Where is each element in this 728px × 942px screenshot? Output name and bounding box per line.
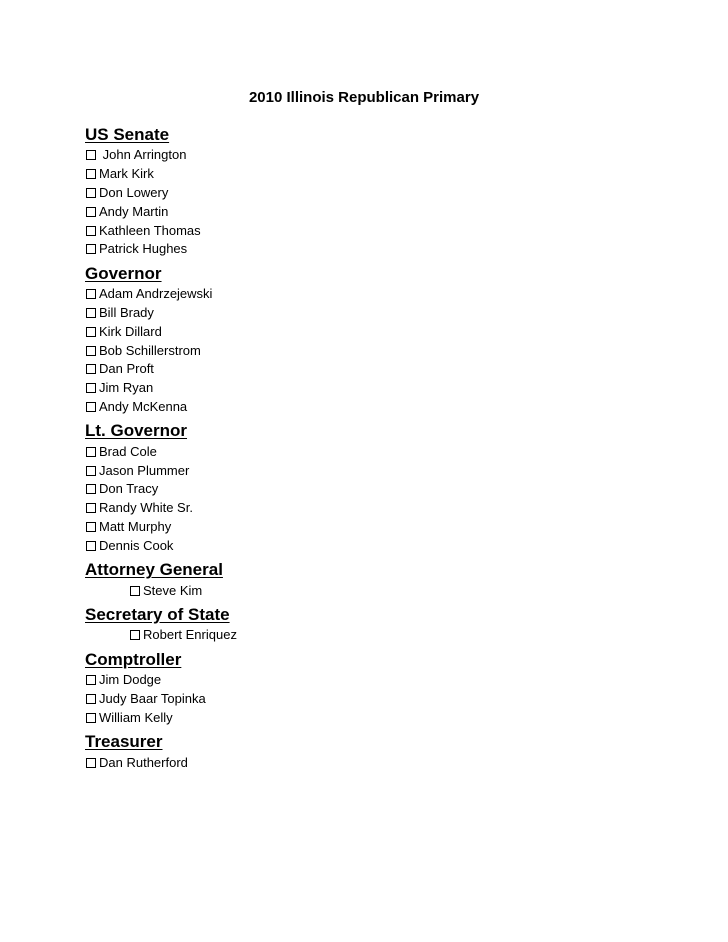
checkbox-icon[interactable]: [86, 169, 96, 179]
section-treasurer: [85, 731, 685, 772]
candidate-option[interactable]: [85, 360, 685, 379]
candidate-name: Jim Ryan: [99, 380, 154, 396]
candidate-name: John Arrington: [99, 147, 187, 163]
section-heading: Attorney General: [85, 560, 223, 580]
candidate-option[interactable]: [85, 240, 685, 259]
candidate-option[interactable]: [85, 341, 685, 360]
candidate-option[interactable]: [85, 536, 685, 555]
checkbox-icon[interactable]: [86, 327, 96, 337]
candidate-name: William Kelly: [99, 709, 173, 725]
candidate-option[interactable]: [85, 202, 685, 221]
candidate-name: Andy McKenna: [99, 398, 188, 414]
checkbox-icon[interactable]: [86, 289, 96, 299]
checkbox-icon[interactable]: [86, 364, 96, 374]
candidate-name: Dan Rutherford: [99, 754, 188, 770]
candidate-option[interactable]: [129, 581, 685, 600]
candidate-list: [85, 285, 685, 417]
candidate-name: Brad Cole: [99, 443, 157, 459]
candidate-option[interactable]: [85, 461, 685, 480]
checkbox-icon[interactable]: [86, 466, 96, 476]
candidate-name: Jason Plummer: [99, 462, 190, 478]
candidate-name: Mark Kirk: [99, 166, 154, 182]
checkbox-icon[interactable]: [86, 447, 96, 457]
checkbox-icon[interactable]: [130, 630, 140, 640]
candidate-name: Bob Schillerstrom: [99, 342, 201, 358]
candidate-option[interactable]: [85, 221, 685, 240]
candidate-name: Don Lowery: [99, 184, 169, 200]
checkbox-icon[interactable]: [86, 713, 96, 723]
candidate-option[interactable]: [85, 753, 685, 772]
candidate-name: Dan Proft: [99, 361, 154, 377]
candidate-list: [85, 146, 685, 259]
candidate-name: Don Tracy: [99, 481, 159, 497]
candidate-option[interactable]: [85, 518, 685, 537]
checkbox-icon[interactable]: [86, 308, 96, 318]
section-heading: US Senate: [85, 125, 170, 144]
candidate-name: Patrick Hughes: [99, 241, 188, 257]
section-attorney-general: [85, 559, 685, 600]
candidate-name: Andy Martin: [99, 203, 169, 219]
candidate-option[interactable]: [129, 626, 685, 645]
document-title: 2010 Illinois Republican Primary: [248, 89, 480, 106]
candidate-list: [85, 442, 685, 555]
candidate-option[interactable]: [85, 708, 685, 727]
section-heading: Governor: [85, 263, 162, 283]
checkbox-icon[interactable]: [86, 484, 96, 494]
candidate-name: Jim Dodge: [99, 672, 162, 688]
candidate-name: Bill Brady: [99, 304, 154, 320]
checkbox-icon[interactable]: [86, 402, 96, 412]
checkbox-icon[interactable]: [86, 188, 96, 198]
candidate-option[interactable]: [85, 285, 685, 304]
section-comptroller: [85, 649, 685, 727]
checkbox-icon[interactable]: [86, 150, 96, 160]
candidate-name: Randy White Sr.: [99, 500, 193, 516]
ballot-sections: [85, 124, 685, 776]
candidate-name: Adam Andrzejewski: [99, 286, 213, 302]
section-heading: Comptroller: [85, 649, 182, 669]
section-governor: [85, 263, 685, 417]
candidate-option[interactable]: [85, 379, 685, 398]
checkbox-icon[interactable]: [86, 758, 96, 768]
checkbox-icon[interactable]: [86, 207, 96, 217]
checkbox-icon[interactable]: [86, 675, 96, 685]
checkbox-icon[interactable]: [86, 346, 96, 356]
candidate-list: [85, 671, 685, 727]
candidate-option[interactable]: [85, 671, 685, 690]
candidate-option[interactable]: [85, 165, 685, 184]
candidate-name: Dennis Cook: [99, 537, 174, 553]
candidate-name: Matt Murphy: [99, 518, 172, 534]
checkbox-icon[interactable]: [130, 586, 140, 596]
candidate-name: Robert Enriquez: [143, 627, 237, 643]
checkbox-icon[interactable]: [86, 244, 96, 254]
candidate-option[interactable]: [85, 442, 685, 461]
checkbox-icon[interactable]: [86, 383, 96, 393]
candidate-name: Steve Kim: [143, 582, 203, 598]
section-lt-governor: [85, 420, 685, 555]
checkbox-icon[interactable]: [86, 541, 96, 551]
candidate-name: Judy Baar Topinka: [99, 690, 206, 706]
candidate-name: Kirk Dillard: [99, 323, 162, 339]
candidate-option[interactable]: [85, 480, 685, 499]
candidate-list: [85, 753, 685, 772]
section-us-senate: [85, 124, 685, 259]
candidate-option[interactable]: [85, 499, 685, 518]
candidate-list: [85, 626, 685, 645]
candidate-option[interactable]: [85, 398, 685, 417]
candidate-option[interactable]: [85, 146, 685, 165]
section-secretary-of-state: [85, 604, 685, 645]
candidate-name: Kathleen Thomas: [99, 222, 201, 238]
section-heading: Lt. Governor: [85, 421, 188, 441]
candidate-option[interactable]: [85, 322, 685, 341]
checkbox-icon[interactable]: [86, 503, 96, 513]
candidate-option[interactable]: [85, 690, 685, 709]
candidate-list: [85, 581, 685, 600]
candidate-option[interactable]: [85, 304, 685, 323]
candidate-option[interactable]: [85, 184, 685, 203]
section-heading: Secretary of State: [85, 604, 230, 624]
checkbox-icon[interactable]: [86, 522, 96, 532]
section-heading: Treasurer: [85, 732, 163, 752]
checkbox-icon[interactable]: [86, 226, 96, 236]
checkbox-icon[interactable]: [86, 694, 96, 704]
